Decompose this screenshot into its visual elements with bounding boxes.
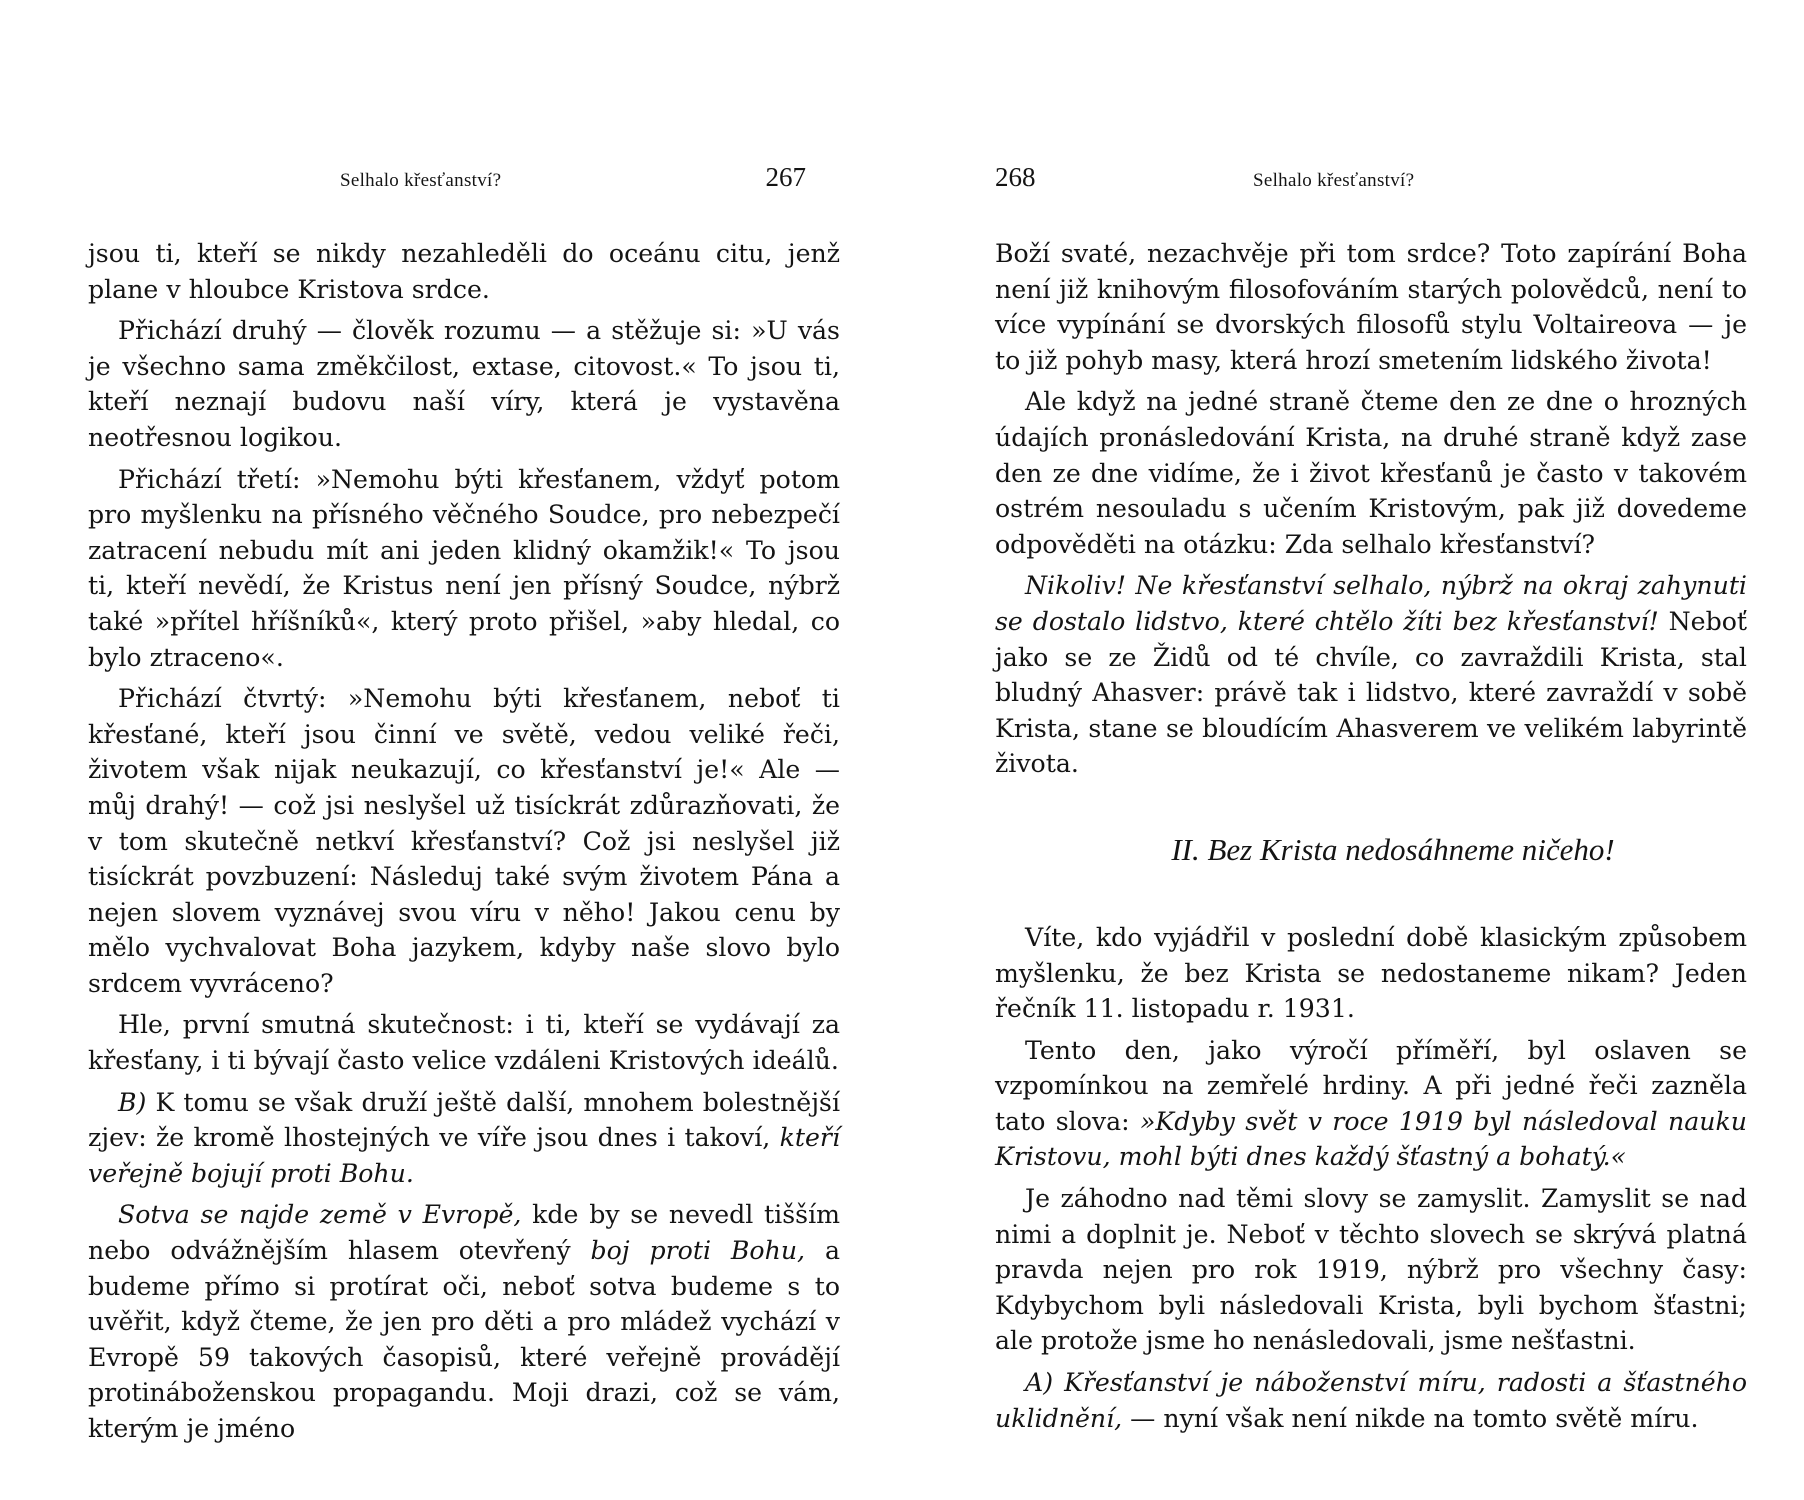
paragraph: [995, 236, 1747, 378]
left-page-text: [88, 236, 840, 1447]
italic-text: B): [118, 1087, 147, 1117]
right-page-text-bottom: [995, 920, 1747, 1436]
italic-text: »Kdyby svět v roce 1919 byl následoval nauku Kristovu, mohl býti dnes každý šťastný a bohatý.«: [995, 1106, 1747, 1172]
text-run: kde by se nevedl tišším nebo odvážnějším hlasem otevřený: [88, 1200, 841, 1266]
paragraph: [995, 1365, 1747, 1436]
paragraph: [88, 1085, 840, 1192]
paragraph: [88, 236, 840, 307]
paragraph: [88, 681, 840, 1001]
page-number-right: 268: [995, 162, 1036, 192]
text-run: Boží svaté, nezachvěje při tom srdce? Toto zapírání Boha není již knihovým filosofováním starých polovědců, není to více vypínání se dvorských filosofů stylu Voltaireova — je to již pohyb masy, která hrozí smetením lidského života!: [995, 239, 1747, 375]
text-run: Ale když na jedné straně čteme den ze dne o hrozných údajích pronásledování Krista, na druhé straně když zase den ze dne vidíme, že i život křesťanů je často v takovém ostrém nesouladu s učením Kristovým, pak již dovedeme odpověděti na otázku: Zda selhalo křesťanství?: [995, 387, 1747, 559]
text-run: Přichází druhý — člověk rozumu — a stěžuje si: »U vás je všechno sama změkčilost, extase, citovost.« To jsou ti, kteří neznají budovu naší víry, která je vystavěna neotřesnou logikou.: [88, 316, 840, 452]
paragraph: [995, 384, 1747, 562]
italic-text: boj proti Bohu,: [590, 1236, 806, 1266]
italic-text: A) Křesťanství je náboženství míru, radosti a šťastného uklidnění,: [995, 1368, 1747, 1433]
running-title-right: Selhalo křesťanství?: [1253, 170, 1415, 191]
paragraph: [88, 313, 840, 455]
page-number-left: 267: [765, 162, 806, 192]
running-head-left: [88, 160, 840, 200]
paragraph: [995, 568, 1747, 782]
italic-text: Nikoliv! Ne křesťanství selhalo, nýbrž na okraj zahynuti se dostalo lidstvo, které chtělo žíti bez křesťanství!: [995, 571, 1747, 636]
text-run: Tento den, jako výročí příměří, byl oslaven se vzpomínkou na zemřelé hrdiny. A při jedné řeči zazněla tato slova:: [995, 1035, 1747, 1136]
italic-text: Sotva se najde země v Evropě,: [118, 1200, 522, 1230]
text-run: Přichází čtvrtý: »Nemohu býti křesťanem, neboť ti křesťané, kteří jsou činní ve světě, vedou veliké řeči, životem však nijak neukazují, co křesťanství je!« Ale — můj drahý! — což jsi neslyšel už tisíckrát zdůrazňovati, že v tom skutečně netkví křesťanství? Což jsi neslyšel již tisíckrát povzbuzení: Následuj také svým životem Pána a nejen slovem vyznávej svou víru v něho! Jakou cenu by mělo vychvalovat Boha jazykem, kdyby naše slovo bylo srdcem vyvráceno?: [88, 684, 840, 998]
text-run: Hle, první smutná skutečnost: i ti, kteří se vydávají za křesťany, i ti bývají často velice vzdáleni Kristových ideálů.: [88, 1010, 840, 1076]
running-title-left: Selhalo křesťanství?: [340, 170, 502, 191]
text-run: Přichází třetí: »Nemohu býti křesťanem, vždyť potom pro myšlenku na přísného věčného Soudce, pro nebezpečí zatracení nebudu mít ani jeden klidný okamžik!« To jsou ti, kteří nevědí, že Kristus není jen přísný Soudce, nýbrž také »přítel hříšníků«, který proto přišel, »aby hledal, co bylo ztraceno«.: [88, 464, 840, 672]
text-run: a budeme přímo si protírat oči, neboť sotva budeme s to uvěřit, když čteme, že jen pro děti a pro mládež vychází v Evropě 59 takových časopisů, které veřejně provádějí protináboženskou propagandu. Moji drazi, což se vám, kterým je jméno: [88, 1236, 840, 1443]
paragraph: [88, 1197, 840, 1446]
paragraph: [995, 1181, 1747, 1359]
text-run: Víte, kdo vyjádřil v poslední době klasickým způsobem myšlenku, že bez Krista se nedostaneme nikam? Jeden řečník 11. listopadu r. 1931.: [995, 922, 1747, 1024]
text-run: Je záhodno nad těmi slovy se zamyslit. Zamyslit se nad nimi a doplnit je. Neboť v těchto slovech se skrývá platná pravda nejen pro rok 1919, nýbrž pro všechny časy: Kdybychom byli následovali Krista, byli bychom šťastni; ale protože jsme ho nenásledovali, jsme nešťastni.: [995, 1184, 1747, 1356]
text-run: jsou ti, kteří se nikdy nezahleděli do oceánu citu, jenž plane v hloubce Kristova srdce.: [88, 239, 840, 304]
text-run: Neboť jako se ze Židů od té chvíle, co zavraždili Krista, stal bludný Ahasver: právě tak i lidstvo, které zavraždí v sobě Krista, stane se bloudícím Ahasverem ve velikém labyrintě života.: [995, 606, 1747, 779]
paragraph: [995, 1033, 1747, 1175]
paragraph: [995, 920, 1747, 1027]
italic-text: kteří veřejně bojují proti Bohu.: [88, 1123, 840, 1188]
paragraph: [88, 1007, 840, 1078]
left-page: [88, 160, 840, 1447]
section-heading: II. Bez Krista nedosáhneme ničeho!: [1171, 831, 1615, 867]
paragraph: [88, 462, 840, 676]
running-head-right: [995, 160, 1747, 200]
right-page-text-top: [995, 236, 1747, 782]
right-page: [995, 160, 1747, 1436]
text-run: — nyní však není nikde na tomto světě míru.: [1122, 1403, 1699, 1433]
text-run: K tomu se však druží ještě další, mnohem bolestnější zjev: že kromě lhostejných ve víře jsou dnes i takoví,: [88, 1087, 840, 1153]
